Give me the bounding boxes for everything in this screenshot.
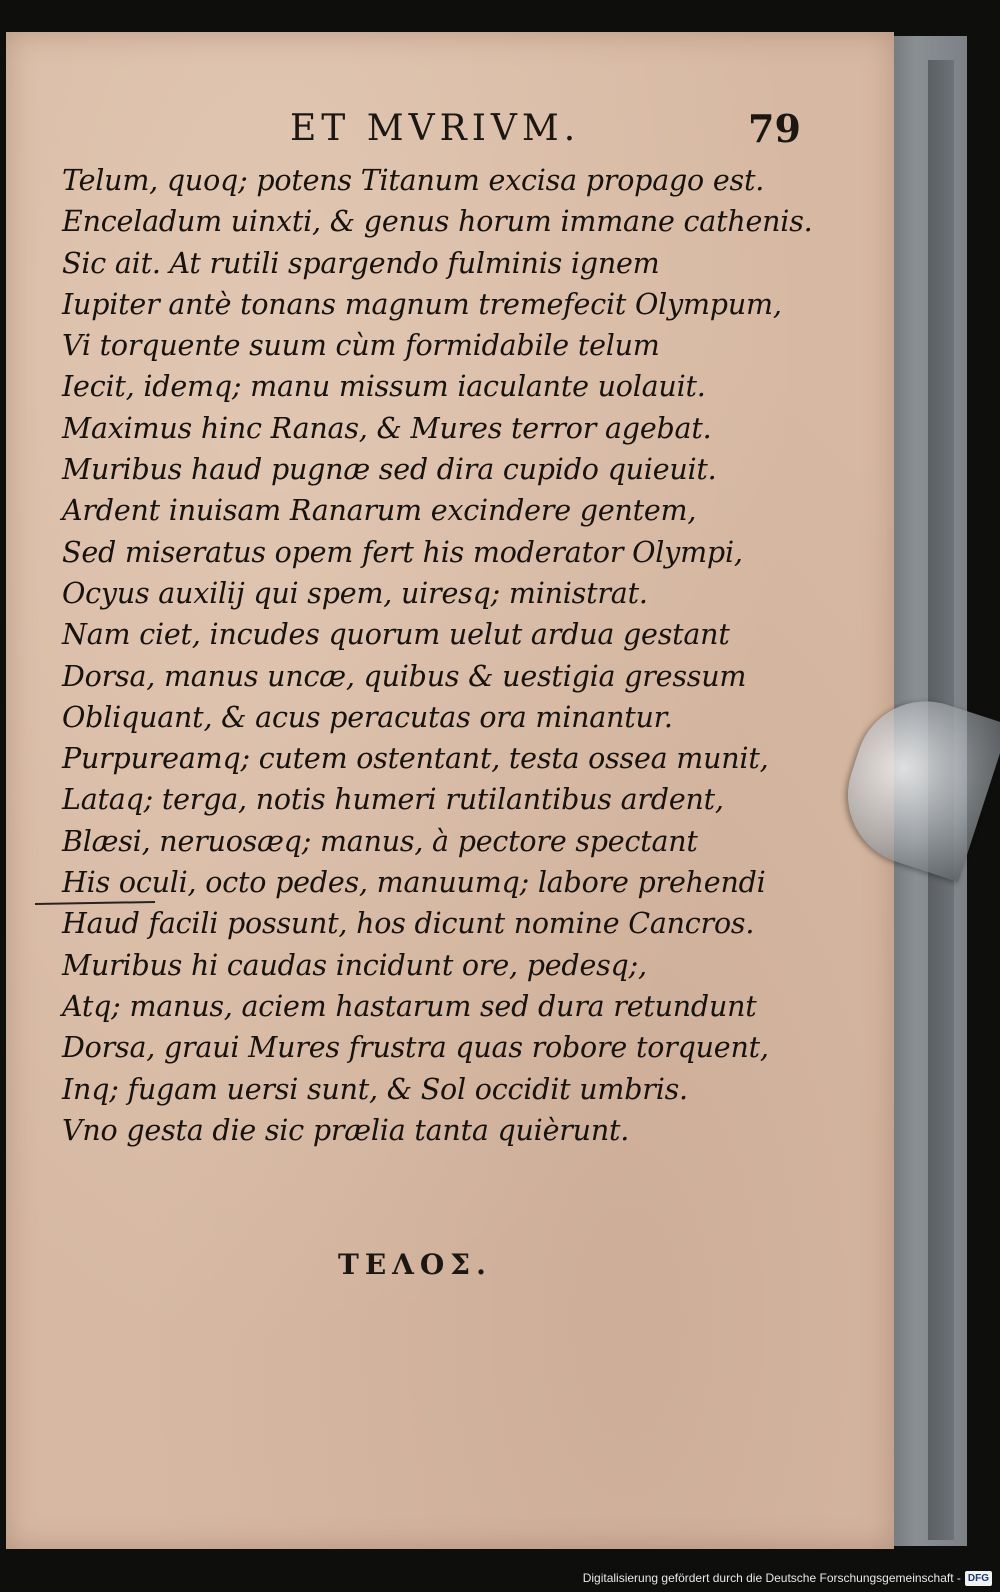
verse-line: Muribus haud pugnæ sed dira cupido quieuit. [62, 453, 717, 487]
verse-line: Maximus hinc Ranas, & Mures terror agebat. [62, 411, 712, 445]
verse-line: Obliquant, & acus peracutas ora minantur. [62, 700, 673, 734]
digitization-credit [583, 1568, 992, 1588]
finis-heading: ΤΕΛΟΣ. [338, 1248, 492, 1281]
verse-line: Sic ait. At rutili spargendo fulminis ignem [62, 246, 660, 280]
verse-line: Vi torquente suum cùm formidabile telum [62, 329, 660, 363]
verse-line: Ocyus auxilij qui spem, uiresq; ministrat. [62, 576, 648, 610]
page-number: 79 [748, 106, 801, 151]
verse-line: Muribus hi caudas incidunt ore, pedesq;, [62, 948, 647, 982]
verse-text [62, 160, 813, 1151]
verse-line: Vno gesta die sic prælia tanta quièrunt. [62, 1113, 630, 1147]
running-head: ET MVRIVM. [290, 108, 581, 149]
verse-line: Haud facili possunt, hos dicunt nomine Cancros. [62, 907, 755, 941]
verse-line: Enceladum uinxti, & genus horum immane cathenis. [62, 205, 813, 239]
verse-line: Ardent inuisam Ranarum excindere gentem, [62, 494, 697, 528]
verse-line: Dorsa, graui Mures frustra quas robore torquent, [62, 1031, 769, 1065]
credit-text: Digitalisierung gefördert durch die Deutsche Forschungsgemeinschaft - [582, 1571, 961, 1585]
verse-line: Iecit, idemq; manu missum iaculante uolauit. [62, 370, 706, 404]
verse-line: Atq; manus, aciem hastarum sed dura retundunt [62, 989, 757, 1023]
verse-line: Telum, quoq; potens Titanum excisa propago est. [62, 164, 765, 197]
verse-line: Sed miseratus opem fert his moderator Olympi, [62, 535, 743, 569]
verse-line: Inq; fugam uersi sunt, & Sol occidit umbris. [62, 1072, 688, 1106]
verse-line: Lataq; terga, notis humeri rutilantibus ardent, [62, 783, 724, 817]
verse-line: His oculi, octo pedes, manuumq; labore prehendi [62, 866, 766, 900]
dfg-logo-icon: DFG [965, 1571, 992, 1586]
verse-line: Iupiter antè tonans magnum tremefecit Olympum, [62, 287, 782, 321]
verse-line: Nam ciet, incudes quorum uelut ardua gestant [62, 618, 730, 652]
verse-line: Blæsi, neruosæq; manus, à pectore spectant [62, 824, 698, 858]
verse-line: Dorsa, manus uncæ, quibus & uestigia gressum [62, 659, 747, 693]
verse-line: Purpureamq; cutem ostentant, testa ossea munit, [62, 742, 769, 776]
